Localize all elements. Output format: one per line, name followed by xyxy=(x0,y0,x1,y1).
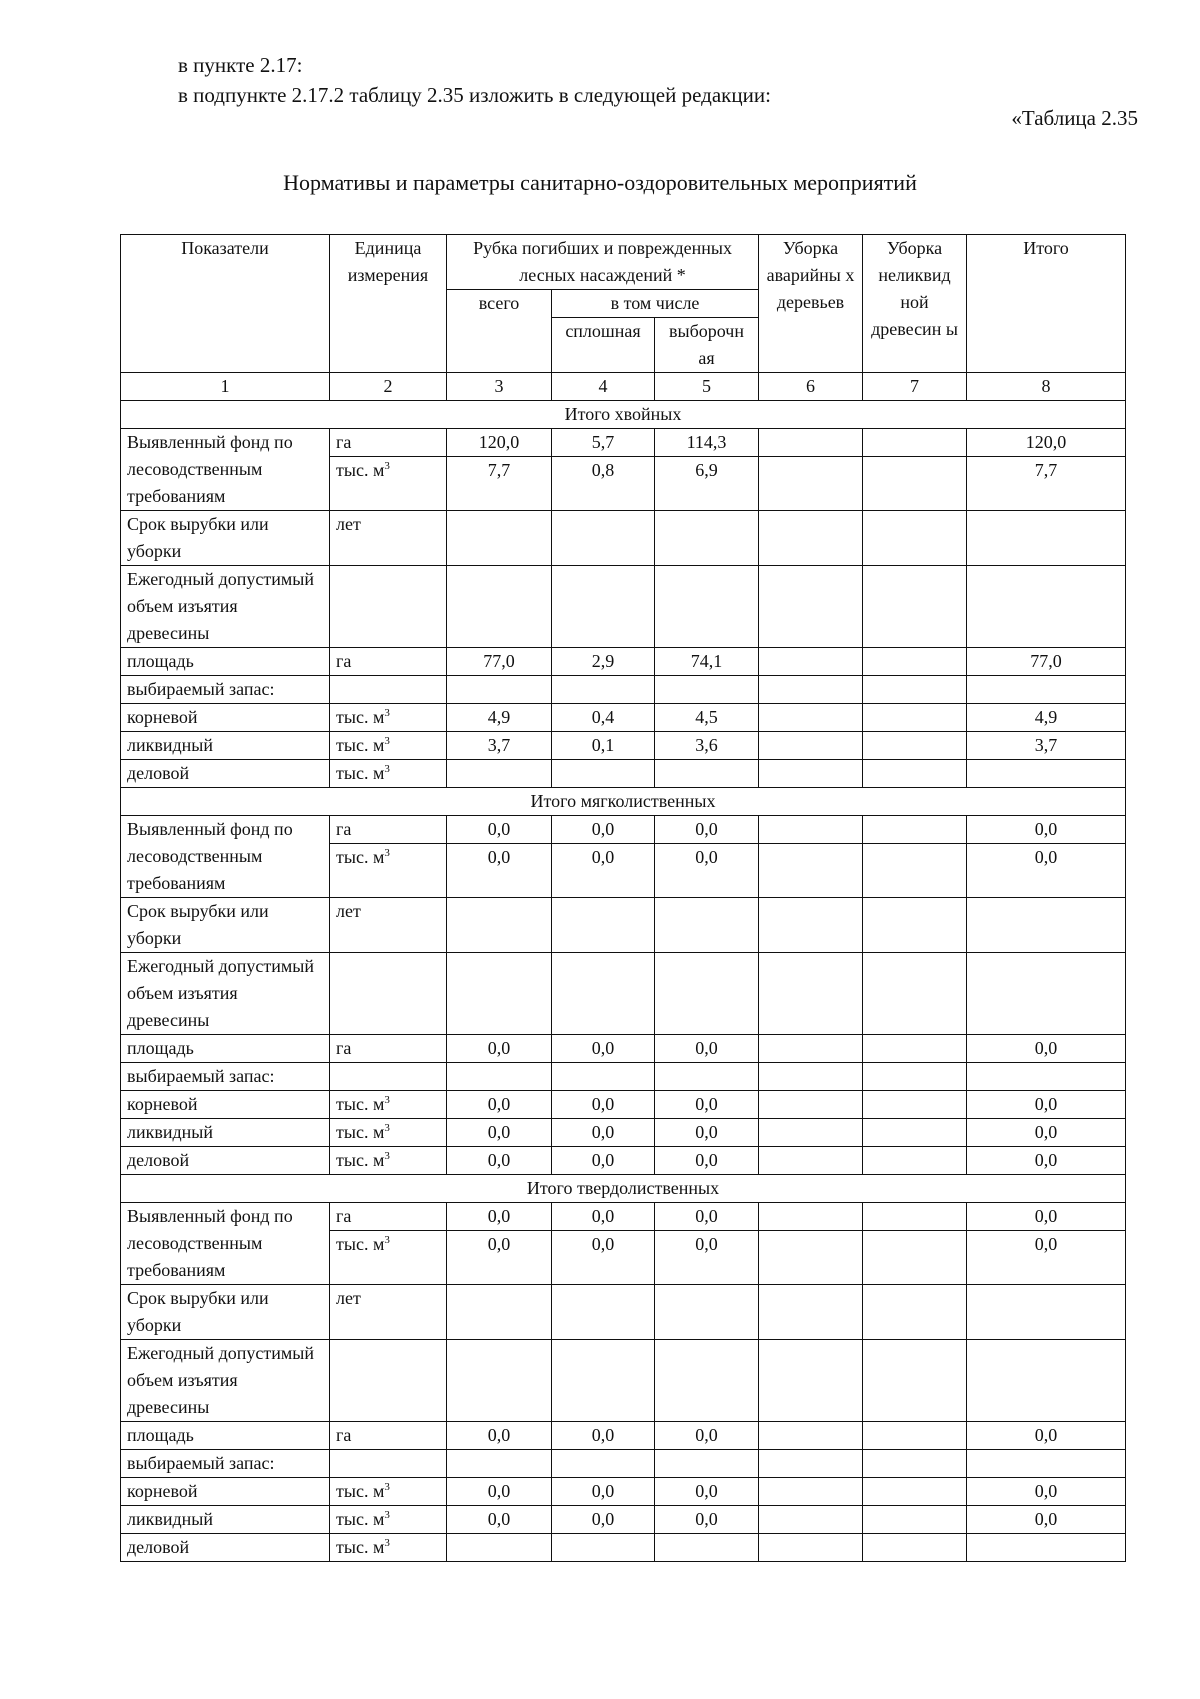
empty-cell xyxy=(330,676,447,704)
table-row xyxy=(121,760,1126,788)
value-cell: 0,0 xyxy=(655,1035,759,1063)
value-cell: 0,0 xyxy=(967,1119,1126,1147)
value-cell xyxy=(967,1534,1126,1562)
empty-cell xyxy=(447,1285,552,1340)
value-cell xyxy=(863,1091,967,1119)
unit-m3: тыс. м xyxy=(336,735,385,755)
empty-cell xyxy=(863,1285,967,1340)
empty-cell xyxy=(967,1450,1126,1478)
col-number: 2 xyxy=(330,373,447,401)
empty-cell xyxy=(552,898,655,953)
empty-cell xyxy=(759,511,863,566)
value-cell xyxy=(655,760,759,788)
value-cell xyxy=(759,1534,863,1562)
table-row xyxy=(121,898,1126,953)
row-label-liquid: ликвидный xyxy=(121,1506,330,1534)
empty-cell xyxy=(330,1340,447,1422)
row-label-term: Срок вырубки или уборки xyxy=(121,1285,330,1340)
intro-line-2: в подпункте 2.17.2 таблицу 2.35 изложить в следующей редакции: xyxy=(178,83,771,107)
row-label-business: деловой xyxy=(121,1534,330,1562)
unit-exponent: 3 xyxy=(384,735,390,747)
table-row xyxy=(121,676,1126,704)
value-cell: 0,0 xyxy=(447,1147,552,1175)
value-cell xyxy=(863,732,967,760)
value-cell xyxy=(759,844,863,898)
value-cell: 77,0 xyxy=(447,648,552,676)
row-label-area: площадь xyxy=(121,1422,330,1450)
section-row xyxy=(121,401,1126,429)
table-row xyxy=(121,1147,1126,1175)
value-cell: 0,0 xyxy=(655,1119,759,1147)
empty-cell xyxy=(759,676,863,704)
unit-cell: га xyxy=(330,1203,447,1231)
row-label-root: корневой xyxy=(121,1478,330,1506)
value-cell: 120,0 xyxy=(447,429,552,457)
unit-m3: тыс. м xyxy=(336,460,385,480)
empty-cell xyxy=(759,1063,863,1091)
table-row xyxy=(121,1035,1126,1063)
empty-cell xyxy=(447,1063,552,1091)
value-cell xyxy=(759,1422,863,1450)
value-cell xyxy=(863,1035,967,1063)
value-cell xyxy=(759,1035,863,1063)
value-cell: 0,0 xyxy=(655,1478,759,1506)
empty-cell xyxy=(655,1285,759,1340)
table-row xyxy=(121,732,1126,760)
empty-cell xyxy=(447,1340,552,1422)
unit-exponent: 3 xyxy=(384,1481,390,1493)
value-cell: 7,7 xyxy=(447,457,552,511)
value-cell: 0,0 xyxy=(655,816,759,844)
value-cell xyxy=(759,1231,863,1285)
unit-m3: тыс. м xyxy=(336,1094,385,1114)
unit-m3: тыс. м xyxy=(336,847,385,867)
value-cell xyxy=(863,816,967,844)
row-label-annual: Ежегодный допустимый объем изъятия древесины xyxy=(121,566,330,648)
value-cell: 0,0 xyxy=(655,1506,759,1534)
header-clear: сплошная xyxy=(552,318,655,373)
unit-cell xyxy=(330,1091,447,1119)
value-cell xyxy=(863,1506,967,1534)
value-cell: 0,0 xyxy=(967,1422,1126,1450)
table-row xyxy=(121,566,1126,648)
value-cell xyxy=(863,704,967,732)
value-cell: 0,0 xyxy=(552,816,655,844)
col-number: 4 xyxy=(552,373,655,401)
table-row xyxy=(121,1091,1126,1119)
value-cell xyxy=(759,1147,863,1175)
value-cell: 0,0 xyxy=(552,1035,655,1063)
value-cell xyxy=(863,1147,967,1175)
empty-cell xyxy=(967,566,1126,648)
value-cell xyxy=(863,429,967,457)
value-cell: 0,0 xyxy=(447,1035,552,1063)
empty-cell xyxy=(759,1450,863,1478)
value-cell: 0,0 xyxy=(447,816,552,844)
value-cell: 0,0 xyxy=(967,816,1126,844)
value-cell xyxy=(447,1534,552,1562)
row-label-area: площадь xyxy=(121,648,330,676)
value-cell: 6,9 xyxy=(655,457,759,511)
value-cell: 4,9 xyxy=(447,704,552,732)
table-row xyxy=(121,1506,1126,1534)
unit-exponent: 3 xyxy=(384,1122,390,1134)
empty-cell xyxy=(447,566,552,648)
empty-cell xyxy=(967,953,1126,1035)
value-cell: 0,0 xyxy=(552,1147,655,1175)
value-cell: 0,0 xyxy=(552,1091,655,1119)
row-label-annual: Ежегодный допустимый объем изъятия древесины xyxy=(121,953,330,1035)
value-cell: 0,0 xyxy=(552,1506,655,1534)
empty-cell xyxy=(863,1450,967,1478)
empty-cell xyxy=(447,1450,552,1478)
table-row xyxy=(121,1063,1126,1091)
col-number: 7 xyxy=(863,373,967,401)
value-cell: 4,5 xyxy=(655,704,759,732)
empty-cell xyxy=(863,898,967,953)
value-cell xyxy=(759,648,863,676)
value-cell: 0,0 xyxy=(552,1203,655,1231)
empty-cell xyxy=(863,1340,967,1422)
value-cell: 4,9 xyxy=(967,704,1126,732)
unit-m3: тыс. м xyxy=(336,1481,385,1501)
empty-cell xyxy=(967,1285,1126,1340)
unit-exponent: 3 xyxy=(384,1094,390,1106)
value-cell: 0,0 xyxy=(967,1091,1126,1119)
value-cell xyxy=(863,1119,967,1147)
row-label-liquid: ликвидный xyxy=(121,732,330,760)
section-title: Итого твердолиственных xyxy=(121,1175,1126,1203)
value-cell: 0,0 xyxy=(655,1147,759,1175)
value-cell: 5,7 xyxy=(552,429,655,457)
unit-cell xyxy=(330,1119,447,1147)
table-row xyxy=(121,1340,1126,1422)
value-cell xyxy=(863,1534,967,1562)
table-row xyxy=(121,704,1126,732)
row-label-stock: выбираемый запас: xyxy=(121,1450,330,1478)
empty-cell xyxy=(967,676,1126,704)
unit-exponent: 3 xyxy=(384,1234,390,1246)
value-cell xyxy=(447,760,552,788)
value-cell: 0,0 xyxy=(655,1422,759,1450)
header-illiquid: Уборка неликвид ной древесин ы xyxy=(863,235,967,373)
empty-cell xyxy=(655,511,759,566)
table-row xyxy=(121,1478,1126,1506)
empty-cell xyxy=(447,511,552,566)
value-cell: 7,7 xyxy=(967,457,1126,511)
table-row xyxy=(121,429,1126,457)
unit-cell: лет xyxy=(330,1285,447,1340)
table-row xyxy=(121,511,1126,566)
value-cell: 114,3 xyxy=(655,429,759,457)
value-cell xyxy=(863,1231,967,1285)
value-cell: 0,0 xyxy=(655,1203,759,1231)
empty-cell xyxy=(447,898,552,953)
unit-cell xyxy=(330,1478,447,1506)
unit-m3: тыс. м xyxy=(336,763,385,783)
unit-m3: тыс. м xyxy=(336,1122,385,1142)
unit-cell: га xyxy=(330,429,447,457)
column-numbers-row xyxy=(121,373,1126,401)
value-cell: 0,0 xyxy=(447,1478,552,1506)
section-title: Итого мягколиственных xyxy=(121,788,1126,816)
value-cell: 0,0 xyxy=(655,1231,759,1285)
empty-cell xyxy=(759,898,863,953)
row-label-business: деловой xyxy=(121,760,330,788)
row-label-fund: Выявленный фонд по лесоводственным требованиям xyxy=(121,1203,330,1285)
unit-cell xyxy=(330,1147,447,1175)
empty-cell xyxy=(863,511,967,566)
table-row xyxy=(121,816,1126,844)
empty-cell xyxy=(967,1340,1126,1422)
table-row xyxy=(121,1285,1126,1340)
value-cell: 0,8 xyxy=(552,457,655,511)
row-label-liquid: ликвидный xyxy=(121,1119,330,1147)
empty-cell xyxy=(552,1285,655,1340)
value-cell xyxy=(863,648,967,676)
unit-cell: га xyxy=(330,1035,447,1063)
value-cell: 0,0 xyxy=(447,844,552,898)
intro-text xyxy=(178,50,771,110)
row-label-stock: выбираемый запас: xyxy=(121,1063,330,1091)
value-cell xyxy=(967,760,1126,788)
intro-line-1: в пункте 2.17: xyxy=(178,53,303,77)
col-number: 3 xyxy=(447,373,552,401)
header-indicators: Показатели xyxy=(121,235,330,373)
empty-cell xyxy=(552,1063,655,1091)
value-cell: 0,0 xyxy=(552,1119,655,1147)
col-number: 5 xyxy=(655,373,759,401)
unit-exponent: 3 xyxy=(384,1537,390,1549)
empty-cell xyxy=(552,511,655,566)
unit-m3: тыс. м xyxy=(336,707,385,727)
unit-cell: га xyxy=(330,816,447,844)
table-row xyxy=(121,1119,1126,1147)
header-felling: Рубка погибших и поврежденных лесных насаждений * xyxy=(447,235,759,290)
table-row xyxy=(121,1422,1126,1450)
value-cell xyxy=(655,1534,759,1562)
table-row xyxy=(121,1203,1126,1231)
unit-cell xyxy=(330,760,447,788)
value-cell: 0,0 xyxy=(967,1506,1126,1534)
value-cell: 77,0 xyxy=(967,648,1126,676)
value-cell: 0,0 xyxy=(967,1203,1126,1231)
value-cell: 0,0 xyxy=(967,1147,1126,1175)
value-cell: 3,6 xyxy=(655,732,759,760)
empty-cell xyxy=(655,1340,759,1422)
col-number: 8 xyxy=(967,373,1126,401)
value-cell: 0,0 xyxy=(967,1035,1126,1063)
row-label-term: Срок вырубки или уборки xyxy=(121,511,330,566)
unit-m3: тыс. м xyxy=(336,1234,385,1254)
empty-cell xyxy=(655,1450,759,1478)
empty-cell xyxy=(655,898,759,953)
unit-cell xyxy=(330,457,447,511)
value-cell xyxy=(863,844,967,898)
section-title: Итого хвойных xyxy=(121,401,1126,429)
table-row xyxy=(121,1450,1126,1478)
unit-exponent: 3 xyxy=(384,763,390,775)
unit-exponent: 3 xyxy=(384,460,390,472)
table-reference: «Таблица 2.35 xyxy=(1011,106,1138,130)
empty-cell xyxy=(863,953,967,1035)
value-cell xyxy=(863,1422,967,1450)
unit-cell: га xyxy=(330,1422,447,1450)
value-cell xyxy=(863,457,967,511)
empty-cell xyxy=(552,676,655,704)
value-cell xyxy=(759,1091,863,1119)
value-cell: 120,0 xyxy=(967,429,1126,457)
empty-cell xyxy=(967,1063,1126,1091)
row-label-area: площадь xyxy=(121,1035,330,1063)
empty-cell xyxy=(967,511,1126,566)
empty-cell xyxy=(655,953,759,1035)
value-cell: 0,0 xyxy=(967,1478,1126,1506)
unit-m3: тыс. м xyxy=(336,1537,385,1557)
col-number: 6 xyxy=(759,373,863,401)
empty-cell xyxy=(447,676,552,704)
unit-m3: тыс. м xyxy=(336,1150,385,1170)
value-cell xyxy=(759,1478,863,1506)
empty-cell xyxy=(967,898,1126,953)
header-emergency: Уборка аварийны х деревьев xyxy=(759,235,863,373)
value-cell xyxy=(863,760,967,788)
unit-cell xyxy=(330,1506,447,1534)
value-cell: 0,0 xyxy=(655,844,759,898)
table-row xyxy=(121,1534,1126,1562)
value-cell: 0,0 xyxy=(967,1231,1126,1285)
unit-exponent: 3 xyxy=(384,707,390,719)
header-total-all: всего xyxy=(447,290,552,373)
empty-cell xyxy=(655,1063,759,1091)
col-number: 1 xyxy=(121,373,330,401)
unit-cell xyxy=(330,1534,447,1562)
unit-cell: лет xyxy=(330,898,447,953)
sanitary-measures-table xyxy=(120,234,1126,1562)
empty-cell xyxy=(863,676,967,704)
empty-cell xyxy=(447,953,552,1035)
empty-cell xyxy=(330,1450,447,1478)
row-label-business: деловой xyxy=(121,1147,330,1175)
unit-cell xyxy=(330,844,447,898)
header-selective: выборочн ая xyxy=(655,318,759,373)
value-cell: 0,1 xyxy=(552,732,655,760)
empty-cell xyxy=(863,566,967,648)
empty-cell xyxy=(655,676,759,704)
value-cell xyxy=(863,1478,967,1506)
empty-cell xyxy=(552,1450,655,1478)
value-cell: 0,0 xyxy=(552,844,655,898)
table-row xyxy=(121,648,1126,676)
row-label-stock: выбираемый запас: xyxy=(121,676,330,704)
value-cell: 0,0 xyxy=(552,1478,655,1506)
empty-cell xyxy=(552,1340,655,1422)
unit-exponent: 3 xyxy=(384,1150,390,1162)
value-cell xyxy=(759,429,863,457)
value-cell: 74,1 xyxy=(655,648,759,676)
table-title: Нормативы и параметры санитарно-оздоровительных мероприятий xyxy=(283,170,917,195)
table-row xyxy=(121,953,1126,1035)
value-cell xyxy=(759,457,863,511)
header-including: в том числе xyxy=(552,290,759,318)
value-cell xyxy=(552,1534,655,1562)
unit-cell xyxy=(330,704,447,732)
value-cell xyxy=(759,1506,863,1534)
row-label-annual: Ежегодный допустимый объем изъятия древесины xyxy=(121,1340,330,1422)
row-label-fund: Выявленный фонд по лесоводственным требованиям xyxy=(121,429,330,511)
value-cell: 0,0 xyxy=(967,844,1126,898)
value-cell: 0,0 xyxy=(447,1091,552,1119)
value-cell: 0,0 xyxy=(447,1231,552,1285)
value-cell: 3,7 xyxy=(447,732,552,760)
unit-m3: тыс. м xyxy=(336,1509,385,1529)
empty-cell xyxy=(655,566,759,648)
value-cell xyxy=(759,760,863,788)
value-cell: 3,7 xyxy=(967,732,1126,760)
unit-cell xyxy=(330,1231,447,1285)
value-cell xyxy=(759,704,863,732)
value-cell xyxy=(759,1203,863,1231)
value-cell: 0,0 xyxy=(552,1231,655,1285)
value-cell xyxy=(759,816,863,844)
unit-cell: га xyxy=(330,648,447,676)
row-label-root: корневой xyxy=(121,704,330,732)
empty-cell xyxy=(330,953,447,1035)
section-row xyxy=(121,1175,1126,1203)
value-cell: 0,0 xyxy=(447,1119,552,1147)
empty-cell xyxy=(759,1285,863,1340)
empty-cell xyxy=(759,953,863,1035)
empty-cell xyxy=(330,1063,447,1091)
value-cell: 0,0 xyxy=(447,1203,552,1231)
value-cell: 0,0 xyxy=(447,1422,552,1450)
row-label-root: корневой xyxy=(121,1091,330,1119)
value-cell xyxy=(759,1119,863,1147)
empty-cell xyxy=(759,566,863,648)
value-cell: 0,0 xyxy=(447,1506,552,1534)
empty-cell xyxy=(552,566,655,648)
unit-exponent: 3 xyxy=(384,1509,390,1521)
row-label-fund: Выявленный фонд по лесоводственным требованиям xyxy=(121,816,330,898)
value-cell xyxy=(759,732,863,760)
section-row xyxy=(121,788,1126,816)
header-total: Итого xyxy=(967,235,1126,373)
empty-cell xyxy=(330,566,447,648)
value-cell: 0,0 xyxy=(655,1091,759,1119)
row-label-term: Срок вырубки или уборки xyxy=(121,898,330,953)
value-cell: 2,9 xyxy=(552,648,655,676)
empty-cell xyxy=(863,1063,967,1091)
value-cell xyxy=(863,1203,967,1231)
empty-cell xyxy=(759,1340,863,1422)
unit-cell: лет xyxy=(330,511,447,566)
unit-cell xyxy=(330,732,447,760)
unit-exponent: 3 xyxy=(384,847,390,859)
empty-cell xyxy=(552,953,655,1035)
value-cell: 0,0 xyxy=(552,1422,655,1450)
value-cell: 0,4 xyxy=(552,704,655,732)
header-unit: Единица измерения xyxy=(330,235,447,373)
value-cell xyxy=(552,760,655,788)
